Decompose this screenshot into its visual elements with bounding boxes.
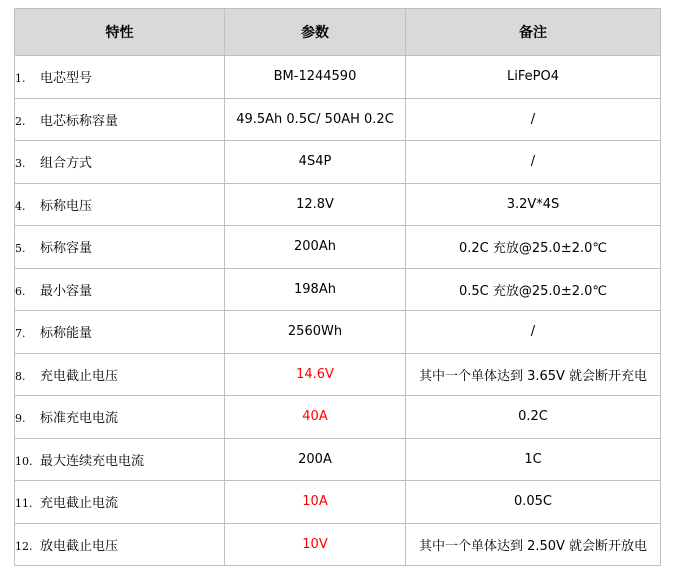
spec-table xyxy=(14,8,661,566)
param-cell: 2560Wh xyxy=(225,311,406,354)
param-cell: 40A xyxy=(225,396,406,439)
note-cell: 1C xyxy=(406,438,661,481)
table-row xyxy=(15,481,661,524)
feature-cell xyxy=(15,311,225,354)
table-row xyxy=(15,353,661,396)
feature-cell xyxy=(15,523,225,566)
param-cell: 200A xyxy=(225,438,406,481)
row-index: 10. xyxy=(15,454,33,468)
header-feature: 特性 xyxy=(15,9,225,56)
feature-label: 放电截止电压 xyxy=(40,538,119,554)
row-index: 2. xyxy=(15,114,26,128)
param-cell: BM-1244590 xyxy=(225,56,406,99)
feature-label: 电芯型号 xyxy=(40,71,93,87)
feature-cell xyxy=(15,183,225,226)
note-cell: LiFePO4 xyxy=(406,56,661,99)
row-index: 6. xyxy=(15,284,26,298)
note-cell: 0.2C 充放@25.0±2.0℃ xyxy=(406,226,661,269)
param-cell: 49.5Ah 0.5C/ 50AH 0.2C xyxy=(225,98,406,141)
feature-label: 标称容量 xyxy=(40,241,93,257)
feature-cell xyxy=(15,56,225,99)
feature-label: 最大连续充电电流 xyxy=(40,453,145,469)
table-row xyxy=(15,268,661,311)
feature-cell xyxy=(15,268,225,311)
param-cell: 14.6V xyxy=(225,353,406,396)
row-index: 3. xyxy=(15,157,26,171)
note-cell: 3.2V*4S xyxy=(406,183,661,226)
table-row xyxy=(15,98,661,141)
table-row xyxy=(15,226,661,269)
feature-label: 充电截止电流 xyxy=(40,496,119,512)
feature-label: 最小容量 xyxy=(40,283,93,299)
row-index: 4. xyxy=(15,199,26,213)
param-cell: 10V xyxy=(225,523,406,566)
note-cell: 其中一个单体达到 3.65V 就会断开充电 xyxy=(406,353,661,396)
note-cell: / xyxy=(406,98,661,141)
feature-label: 充电截止电压 xyxy=(40,368,119,384)
feature-label: 组合方式 xyxy=(40,156,93,172)
param-cell: 4S4P xyxy=(225,141,406,184)
table-row xyxy=(15,311,661,354)
feature-cell xyxy=(15,226,225,269)
header-param: 参数 xyxy=(225,9,406,56)
feature-label: 电芯标称容量 xyxy=(40,113,119,129)
note-cell: / xyxy=(406,311,661,354)
row-index: 5. xyxy=(15,242,26,256)
feature-cell xyxy=(15,396,225,439)
note-cell: 0.5C 充放@25.0±2.0℃ xyxy=(406,268,661,311)
table-row xyxy=(15,56,661,99)
row-index: 11. xyxy=(15,497,33,511)
feature-cell xyxy=(15,438,225,481)
row-index: 8. xyxy=(15,369,26,383)
note-cell: 0.2C xyxy=(406,396,661,439)
param-cell: 12.8V xyxy=(225,183,406,226)
feature-cell xyxy=(15,98,225,141)
note-cell: 其中一个单体达到 2.50V 就会断开放电 xyxy=(406,523,661,566)
row-index: 12. xyxy=(15,539,33,553)
table-row xyxy=(15,141,661,184)
table-row xyxy=(15,438,661,481)
header-note: 备注 xyxy=(406,9,661,56)
row-index: 7. xyxy=(15,327,26,341)
param-cell: 10A xyxy=(225,481,406,524)
note-cell: / xyxy=(406,141,661,184)
table-row xyxy=(15,396,661,439)
table-row xyxy=(15,183,661,226)
feature-label: 标准充电电流 xyxy=(40,411,119,427)
row-index: 9. xyxy=(15,412,26,426)
param-cell: 200Ah xyxy=(225,226,406,269)
feature-label: 标称能量 xyxy=(40,326,93,342)
feature-cell xyxy=(15,481,225,524)
feature-cell xyxy=(15,353,225,396)
table-header-row xyxy=(15,9,661,56)
note-cell: 0.05C xyxy=(406,481,661,524)
table-row xyxy=(15,523,661,566)
param-cell: 198Ah xyxy=(225,268,406,311)
row-index: 1. xyxy=(15,72,26,86)
feature-cell xyxy=(15,141,225,184)
feature-label: 标称电压 xyxy=(40,198,93,214)
